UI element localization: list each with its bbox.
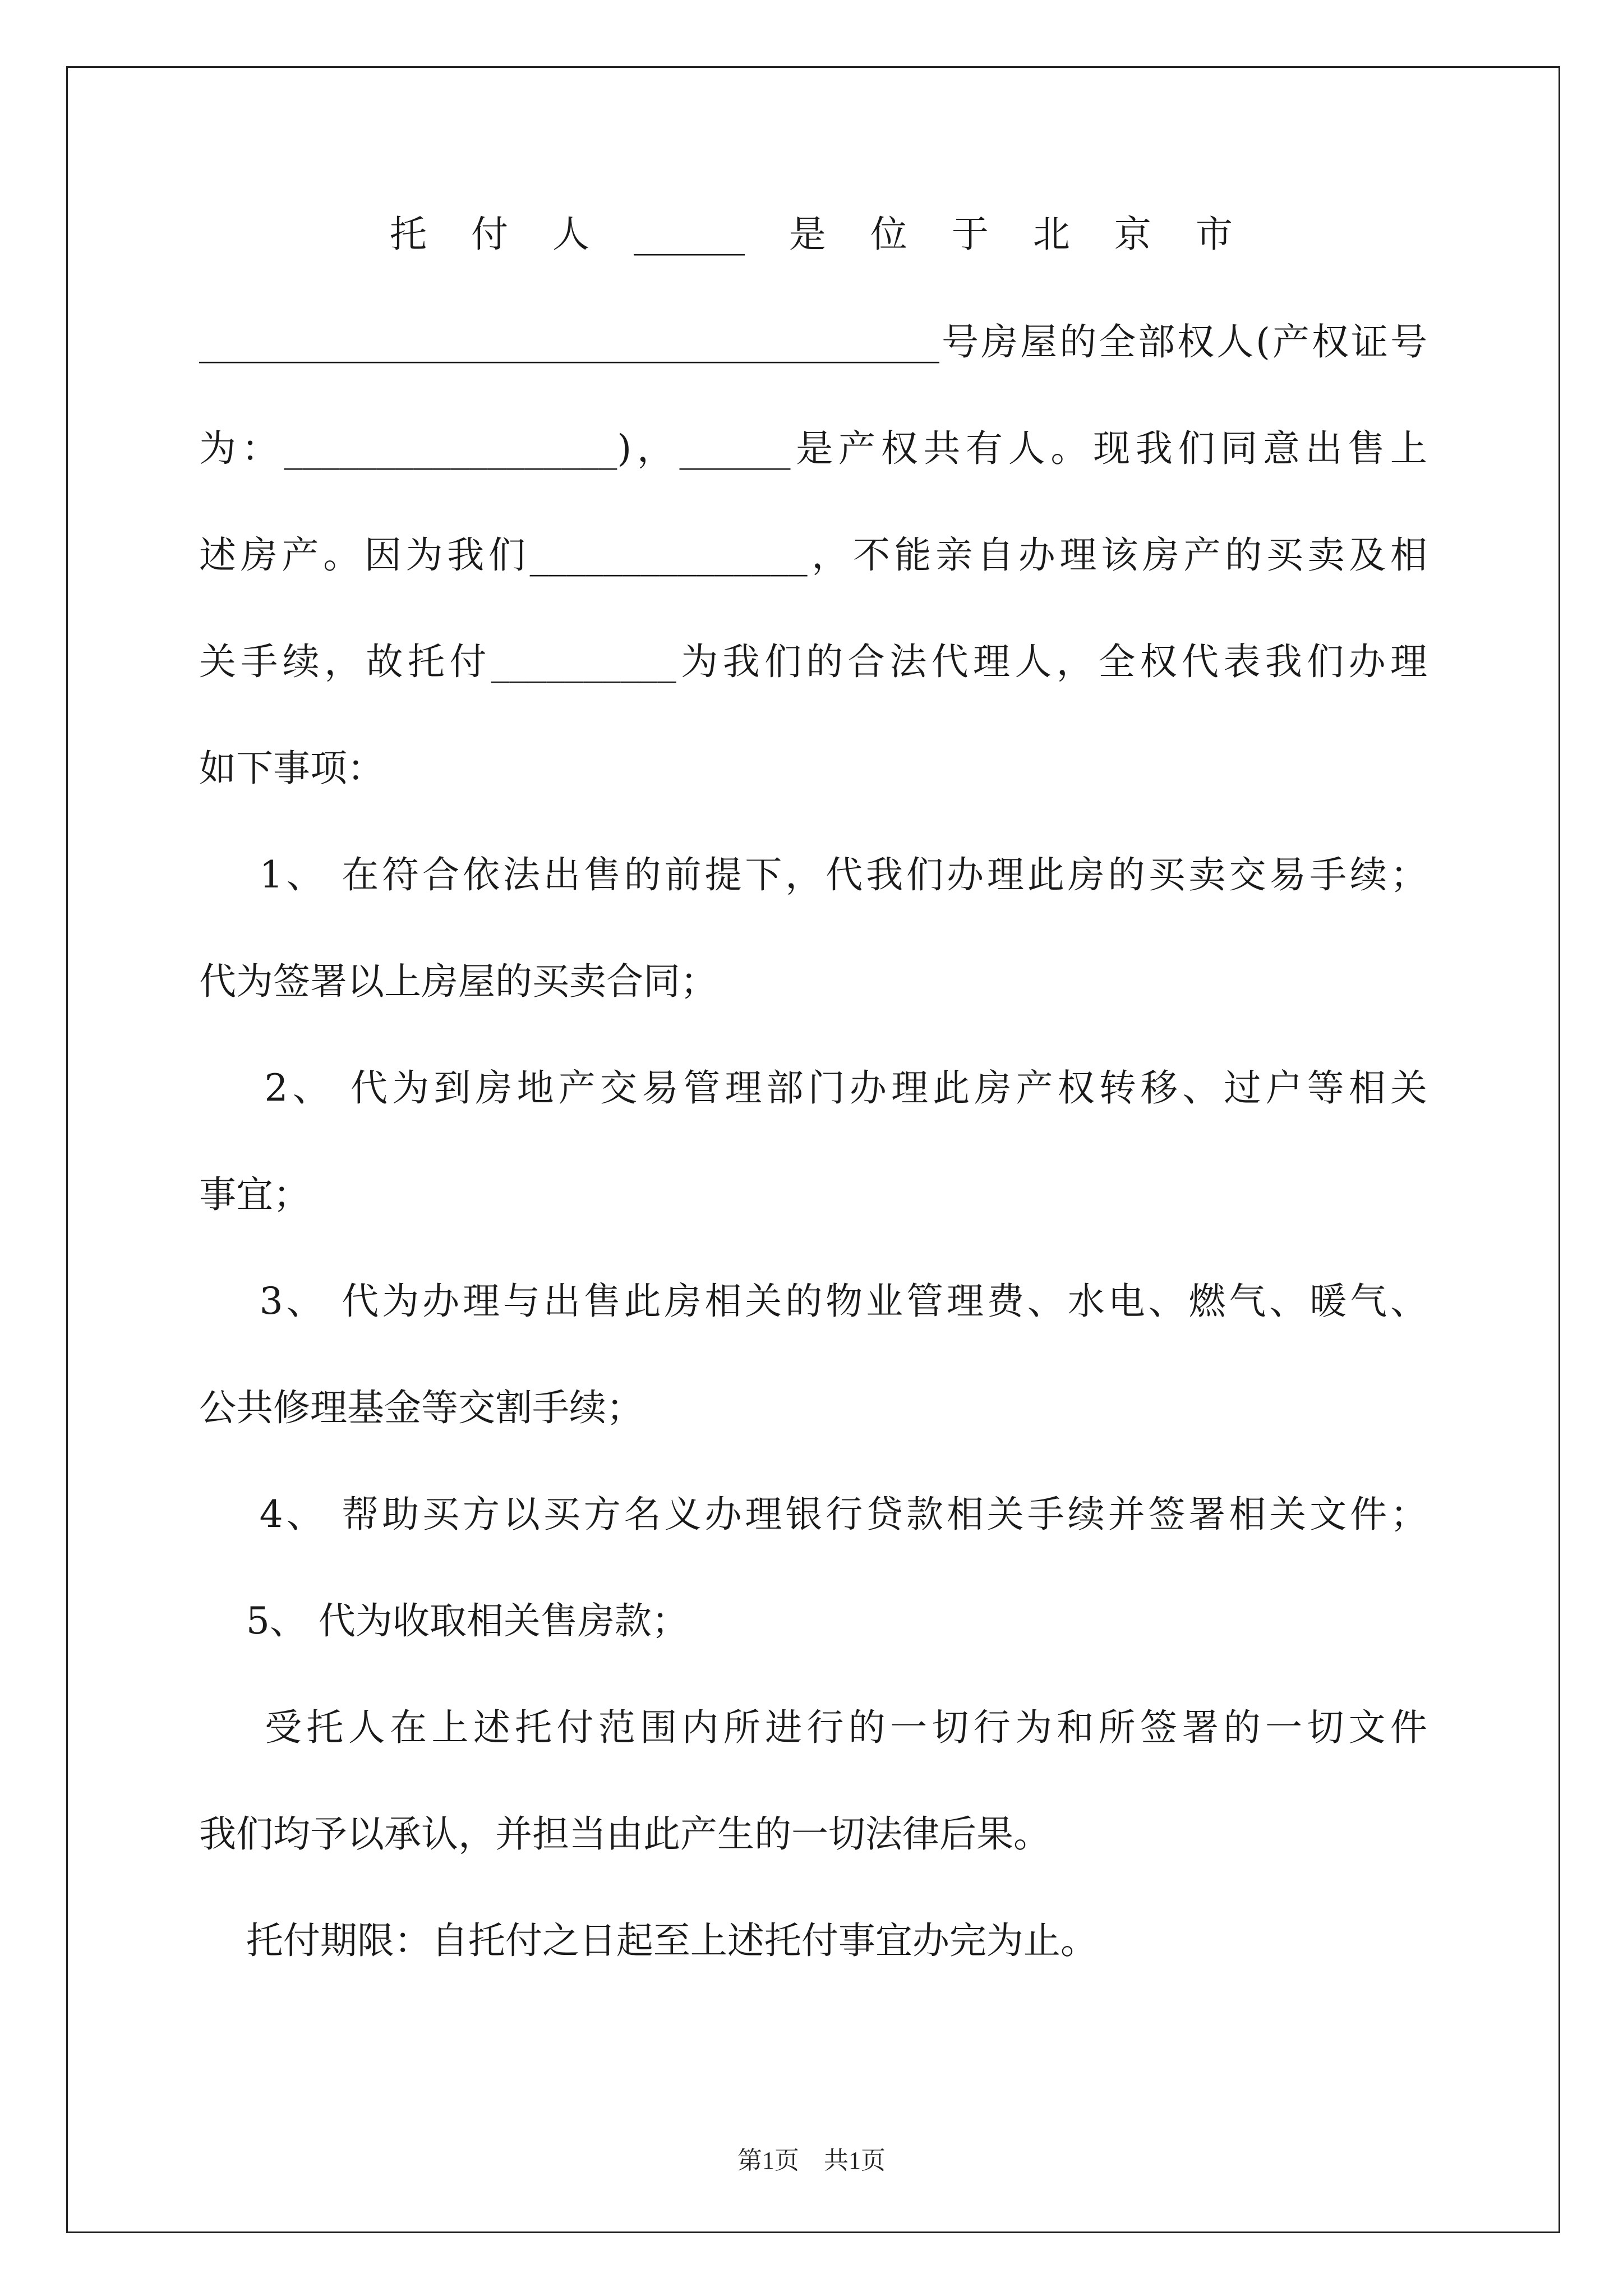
page-number: 第1页 共1页 — [737, 2147, 886, 2174]
text-line-4: 述房产。因为我们_______________，不能亲自办理该房产的买卖及相 — [199, 533, 1427, 577]
text-line-2: ________________________________________号房屋的全部权人(产权证号 — [199, 320, 1427, 364]
text-line-7: 1、 在符合依法出售的前提下，代我们办理此房的买卖交易手续； — [199, 853, 1427, 896]
text-line-12: 公共修理基金等交割手续； — [199, 1386, 643, 1429]
text-line-14: 5、 代为收取相关售房款； — [199, 1599, 689, 1642]
page-border — [66, 66, 1560, 2233]
text-line-9: 2、 代为到房地产交易管理部门办理此房产权转移、过户等相关 — [199, 1066, 1427, 1110]
text-line-10: 事宜； — [199, 1173, 310, 1216]
text-line-6: 如下事项： — [199, 747, 384, 790]
text-line-13: 4、 帮助买方以买方名义办理银行贷款相关手续并签署相关文件； — [199, 1493, 1427, 1536]
text-line-1: 托 付 人 ______ 是 位 于 北 京 市 — [390, 213, 1233, 256]
text-line-17: 托付期限：自托付之日起至上述托付事宜办完为止。 — [199, 1919, 1098, 1962]
text-line-16: 我们均予以承认，并担当由此产生的一切法律后果。 — [199, 1812, 1050, 1856]
text-line-8: 代为签署以上房屋的买卖合同； — [199, 960, 717, 1003]
text-line-15: 受托人在上述托付范围内所进行的一切行为和所签署的一切文件 — [199, 1706, 1427, 1749]
text-line-11: 3、 代为办理与出售此房相关的物业管理费、水电、燃气、暖气、 — [199, 1280, 1427, 1323]
text-line-5: 关手续，故托付__________为我们的合法代理人，全权代表我们办理 — [199, 640, 1427, 683]
text-line-3: 为：__________________)，______是产权共有人。现我们同意出售上 — [199, 427, 1427, 470]
